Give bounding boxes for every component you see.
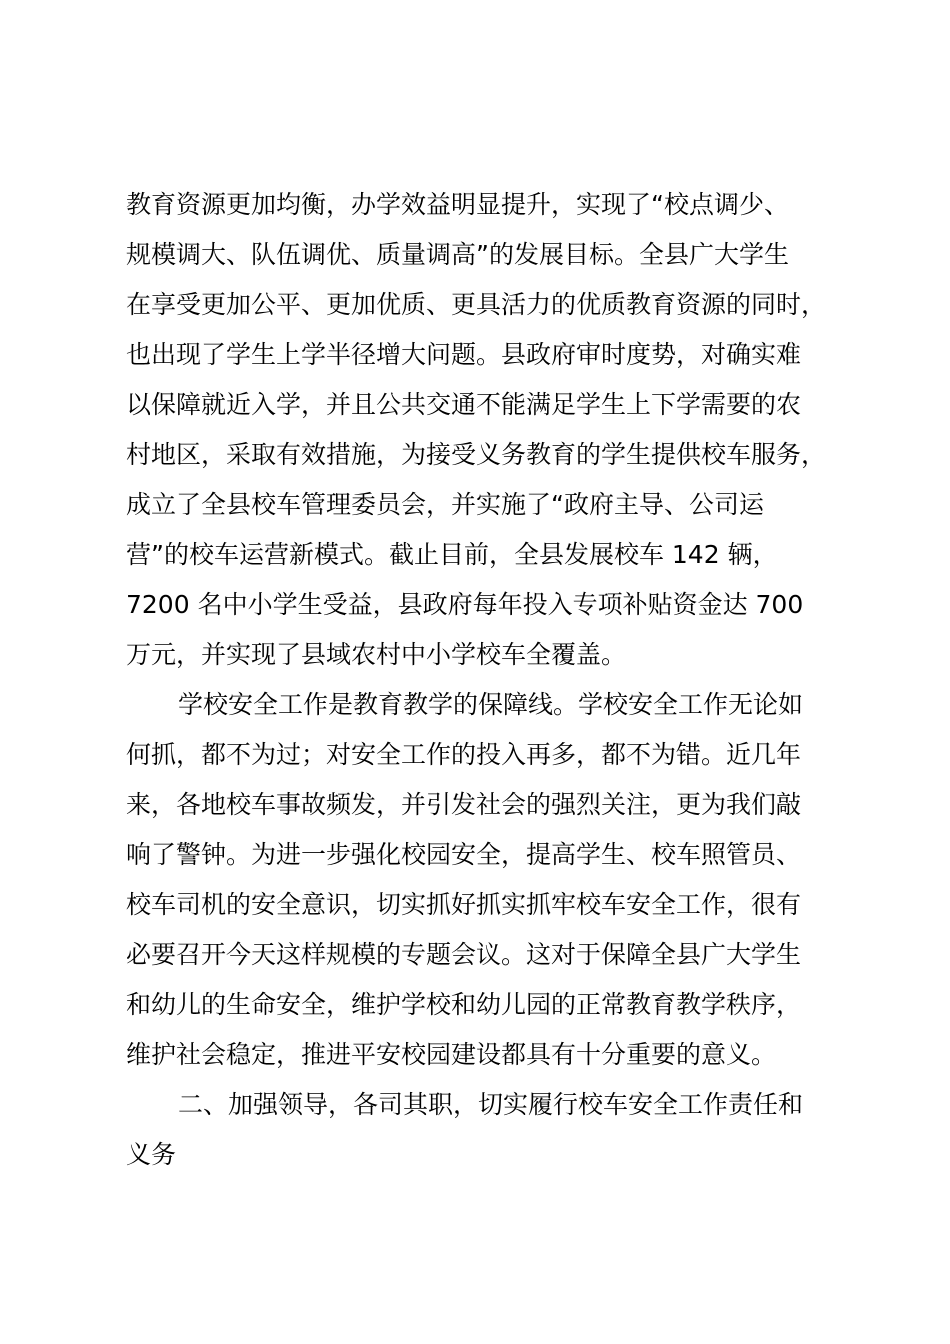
section-heading-line: 义务 (126, 1140, 177, 1169)
paragraph-line: 来，各地校车事故频发，并引发社会的强烈关注，更为我们敲 (126, 790, 802, 819)
section-heading-line: 二、加强领导，各司其职，切实履行校车安全工作责任和 (178, 1090, 804, 1119)
paragraph-line: 响了警钟。为进一步强化校园安全，提高学生、校车照管员、 (126, 840, 802, 869)
paragraph-line: 万元，并实现了县域农村中小学校车全覆盖。 (126, 640, 627, 669)
paragraph-line: 和幼儿的生命安全，维护学校和幼儿园的正常教育教学秩序， (126, 990, 802, 1019)
paragraph-line: 学校安全工作是教育教学的保障线。学校安全工作无论如 (178, 690, 804, 719)
paragraph-line: 成立了全县校车管理委员会，并实施了“政府主导、公司运 (126, 490, 764, 519)
document-body (126, 180, 866, 1180)
paragraph-line: 规模调大、队伍调优、质量调高”的发展目标。全县广大学生 (126, 240, 789, 269)
paragraph-line: 校车司机的安全意识，切实抓好抓实抓牢校车安全工作，很有 (126, 890, 802, 919)
paragraph-line: 何抓，都不为过；对安全工作的投入再多，都不为错。近几年 (126, 740, 802, 769)
paragraph (126, 680, 866, 1080)
paragraph-line: 也出现了学生上学半径增大问题。县政府审时度势，对确实难 (126, 340, 802, 369)
section-heading (126, 1080, 866, 1180)
paragraph-line: 教育资源更加均衡，办学效益明显提升，实现了“校点调少、 (126, 190, 789, 219)
paragraph-line: 维护社会稳定，推进平安校园建设都具有十分重要的意义。 (126, 1040, 777, 1069)
paragraph-line: 7200 名中小学生受益，县政府每年投入专项补贴资金达 700 (126, 590, 804, 619)
paragraph-line: 以保障就近入学，并且公共交通不能满足学生上下学需要的农 (126, 390, 802, 419)
paragraph (126, 180, 866, 680)
paragraph-line: 在享受更加公平、更加优质、更具活力的优质教育资源的同时， (126, 290, 827, 319)
paragraph-line: 村地区，采取有效措施，为接受义务教育的学生提供校车服务， (126, 440, 827, 469)
paragraph-line: 必要召开今天这样规模的专题会议。这对于保障全县广大学生 (126, 940, 802, 969)
paragraph-line: 营”的校车运营新模式。截止目前，全县发展校车 142 辆， (126, 540, 778, 569)
